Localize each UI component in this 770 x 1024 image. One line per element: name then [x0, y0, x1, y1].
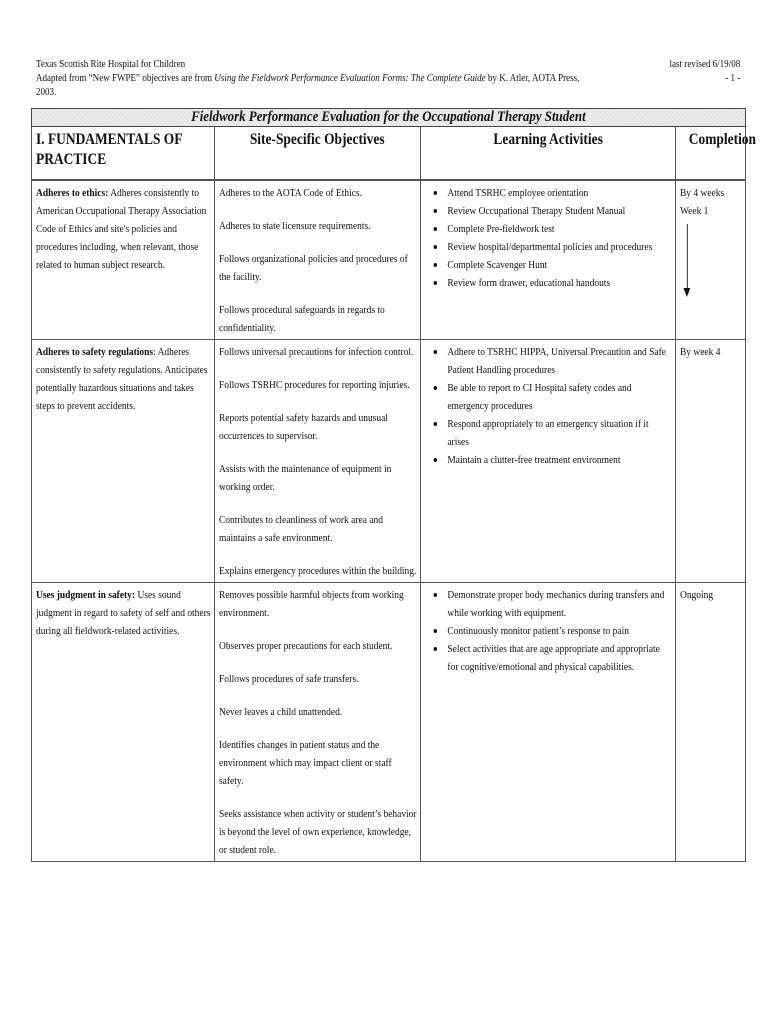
objective-item: Follows universal precautions for infection control.	[219, 346, 414, 358]
objectives-cell	[215, 180, 421, 340]
adaptation-note	[36, 72, 586, 100]
criterion-cell	[32, 180, 215, 340]
completion-cell	[676, 180, 746, 340]
objective-item: Never leaves a child unattended.	[219, 706, 343, 718]
revision-date: last revised 6/19/08	[669, 59, 740, 70]
criterion-cell	[32, 583, 215, 862]
objective-item: Observes proper precautions for each student.	[219, 640, 393, 652]
activities-list	[425, 184, 672, 292]
objective-item: Explains emergency procedures within the building.	[219, 565, 417, 577]
table-banner	[32, 109, 746, 127]
activity-item: Complete Pre-fieldwork test	[425, 220, 672, 238]
objective-item: Seeks assistance when activity or student’s behavior is beyond the level of own experience, knowledge, or student role.	[219, 808, 417, 856]
completion-text: Ongoing	[680, 589, 714, 601]
objective-item: Adheres to the AOTA Code of Ethics.	[219, 187, 362, 199]
column-header-section: I. FUNDAMENTALS OF PRACTICE	[32, 127, 215, 181]
adaptation-suffix: by K. Atler, AOTA Press, 2003.	[36, 73, 580, 98]
criterion-description: Adheres consistently to American Occupational Therapy Association Code of Ethics and site's policies and procedures including, when relevant, those related to human subject research.	[36, 187, 207, 271]
evaluation-table	[31, 108, 756, 862]
column-header-activities: Learning Activities	[421, 127, 676, 181]
table-row-judgment-safety	[32, 583, 746, 862]
activities-cell	[421, 583, 676, 862]
table-row-safety-regulations	[32, 340, 746, 583]
criterion-description: Uses sound judgment in regard to safety of self and others during all fieldwork-related activities.	[36, 589, 211, 637]
activities-list	[425, 343, 672, 469]
objective-item: Adheres to state licensure requirements.	[219, 220, 371, 232]
completion-text: By week 4	[680, 346, 721, 358]
objectives-cell	[215, 340, 421, 583]
organization-name: Texas Scottish Rite Hospital for Children	[36, 59, 186, 70]
objective-item: Contributes to cleanliness of work area and maintains a safe environment.	[219, 514, 383, 544]
down-arrow-icon	[680, 220, 743, 300]
criterion-label: Uses judgment in safety:	[36, 589, 136, 601]
criterion-cell	[32, 340, 215, 583]
activity-item: Continuously monitor patient’s response to pain	[425, 622, 672, 640]
activity-item: Review hospital/departmental policies and procedures	[425, 238, 672, 256]
objective-item: Reports potential safety hazards and unusual occurrences to supervisor.	[219, 412, 388, 442]
objectives-cell	[215, 583, 421, 862]
activity-item: Be able to report to CI Hospital safety codes and emergency procedures	[425, 379, 672, 415]
activity-item: Attend TSRHC employee orientation	[425, 184, 672, 202]
activity-item: Respond appropriately to an emergency situation if it arises	[425, 415, 672, 451]
objective-item: Follows procedures of safe transfers.	[219, 673, 359, 685]
activity-item: Review form drawer, educational handouts	[425, 274, 672, 292]
activity-item: Adhere to TSRHC HIPPA, Universal Precaution and Safe Patient Handling procedures	[425, 343, 672, 379]
document-header-left	[36, 58, 676, 100]
evaluation-table-wrapper	[31, 108, 756, 862]
banner-title: Fieldwork Performance Evaluation for the Occupational Therapy Student	[191, 109, 586, 125]
document-header-right	[658, 58, 740, 86]
activity-item: Review Occupational Therapy Student Manual	[425, 202, 672, 220]
criterion-label: Adheres to safety regulations	[36, 346, 154, 358]
activity-item: Select activities that are age appropriate and appropriate for cognitive/emotional and physical capabilities.	[425, 640, 672, 676]
objective-item: Removes possible harmful objects from working environment.	[219, 589, 404, 619]
column-header-row	[32, 127, 746, 181]
table-row-ethics	[32, 180, 746, 340]
criterion-description: : Adheres consistently to safety regulations. Anticipates potentially hazardous situations and takes steps to prevent accidents.	[36, 346, 208, 412]
criterion-label: Adheres to ethics:	[36, 187, 109, 199]
objective-item: Follows TSRHC procedures for reporting injuries.	[219, 379, 410, 391]
page-number: - 1 -	[724, 73, 740, 84]
completion-text: Week 1	[680, 205, 709, 217]
completion-text: By 4 weeks	[680, 187, 725, 199]
activity-item: Maintain a clutter-free treatment environment	[425, 451, 672, 469]
completion-cell	[676, 583, 746, 862]
table-banner-row	[32, 109, 746, 127]
source-title: Using the Fieldwork Performance Evaluation Forms: The Complete Guide	[214, 73, 486, 84]
objective-item: Follows organizational policies and procedures of the facility.	[219, 253, 408, 283]
column-header-completion: Completion	[676, 127, 746, 181]
activities-list	[425, 586, 672, 676]
activities-cell	[421, 180, 676, 340]
objective-item: Assists with the maintenance of equipment in working order.	[219, 463, 392, 493]
objective-item: Identifies changes in patient status and the environment which may impact client or staff safety.	[219, 739, 392, 787]
activity-item: Complete Scavenger Hunt	[425, 256, 672, 274]
activity-item: Demonstrate proper body mechanics during transfers and while working with equipment.	[425, 586, 672, 622]
activities-cell	[421, 340, 676, 583]
objective-item: Follows procedural safeguards in regards to confidentiality.	[219, 304, 385, 334]
column-header-objectives: Site-Specific Objectives	[215, 127, 421, 181]
completion-cell	[676, 340, 746, 583]
adaptation-prefix: Adapted from “New FWPE” objectives are from	[36, 73, 215, 84]
